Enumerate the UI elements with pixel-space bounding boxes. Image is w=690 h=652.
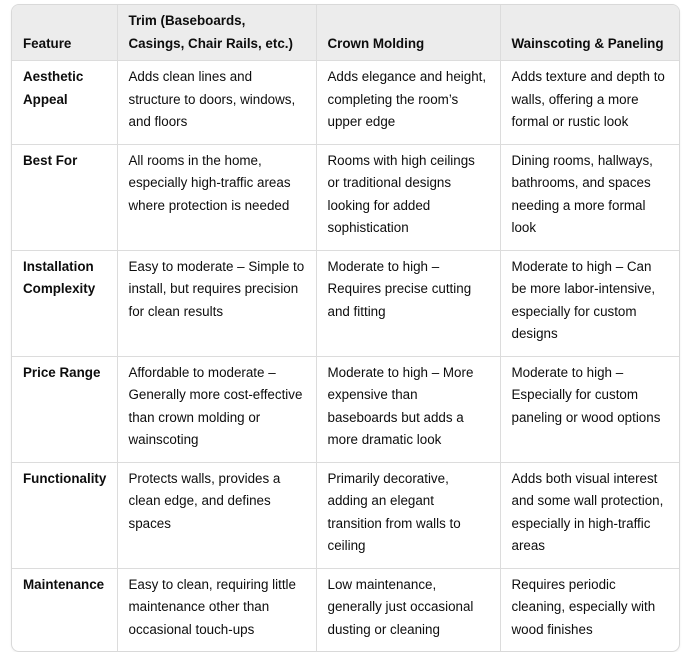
- header-trim: Trim (Baseboards, Casings, Chair Rails, etc.): [117, 5, 316, 61]
- feature-cell: Functionality: [12, 462, 117, 568]
- table-row: [12, 356, 679, 462]
- wainscoting-cell: Adds both visual interest and some wall protection, especially in high-traffic areas: [500, 462, 679, 568]
- table-row: [12, 144, 679, 250]
- trim-cell: Protects walls, provides a clean edge, and defines spaces: [117, 462, 316, 568]
- trim-cell: Easy to clean, requiring little maintenance other than occasional touch-ups: [117, 568, 316, 651]
- wainscoting-cell: Dining rooms, hallways, bathrooms, and spaces needing a more formal look: [500, 144, 679, 250]
- crown-cell: Moderate to high – Requires precise cutting and fitting: [316, 250, 500, 356]
- header-wainscoting: Wainscoting & Paneling: [500, 5, 679, 61]
- table-header: [12, 5, 679, 61]
- trim-cell: Easy to moderate – Simple to install, but requires precision for clean results: [117, 250, 316, 356]
- table-row: [12, 250, 679, 356]
- feature-cell: Maintenance: [12, 568, 117, 651]
- feature-cell: Best For: [12, 144, 117, 250]
- feature-cell: Price Range: [12, 356, 117, 462]
- header-feature: Feature: [12, 5, 117, 61]
- table-body: [12, 61, 679, 652]
- header-row: [12, 5, 679, 61]
- crown-cell: Moderate to high – More expensive than baseboards but adds a more dramatic look: [316, 356, 500, 462]
- table-row: [12, 462, 679, 568]
- comparison-table: [12, 5, 679, 651]
- wainscoting-cell: Requires periodic cleaning, especially with wood finishes: [511, 576, 656, 637]
- crown-cell: Low maintenance, generally just occasional dusting or cleaning: [316, 568, 500, 651]
- wainscoting-cell: Adds texture and depth to walls, offering a more formal or rustic look: [500, 61, 679, 145]
- crown-cell: Adds elegance and height, completing the room’s upper edge: [316, 61, 500, 145]
- crown-cell: Primarily decorative, adding an elegant transition from walls to ceiling: [316, 462, 500, 568]
- header-crown-molding: Crown Molding: [316, 5, 500, 61]
- feature-cell: Installation Complexity: [12, 250, 117, 356]
- trim-cell: Affordable to moderate – Generally more cost-effective than crown molding or wainscoting: [117, 356, 316, 462]
- table-row: [12, 61, 679, 145]
- trim-cell: All rooms in the home, especially high-traffic areas where protection is needed: [117, 144, 316, 250]
- comparison-table-container: [11, 4, 680, 652]
- wainscoting-cell: Moderate to high – Can be more labor-intensive, especially for custom designs: [500, 250, 679, 356]
- wainscoting-cell: Moderate to high – Especially for custom paneling or wood options: [500, 356, 679, 462]
- trim-cell: Adds clean lines and structure to doors, windows, and floors: [117, 61, 316, 145]
- crown-cell: Rooms with high ceilings or traditional designs looking for added sophistication: [316, 144, 500, 250]
- table-row: [12, 568, 679, 651]
- feature-cell: Aesthetic Appeal: [12, 61, 117, 145]
